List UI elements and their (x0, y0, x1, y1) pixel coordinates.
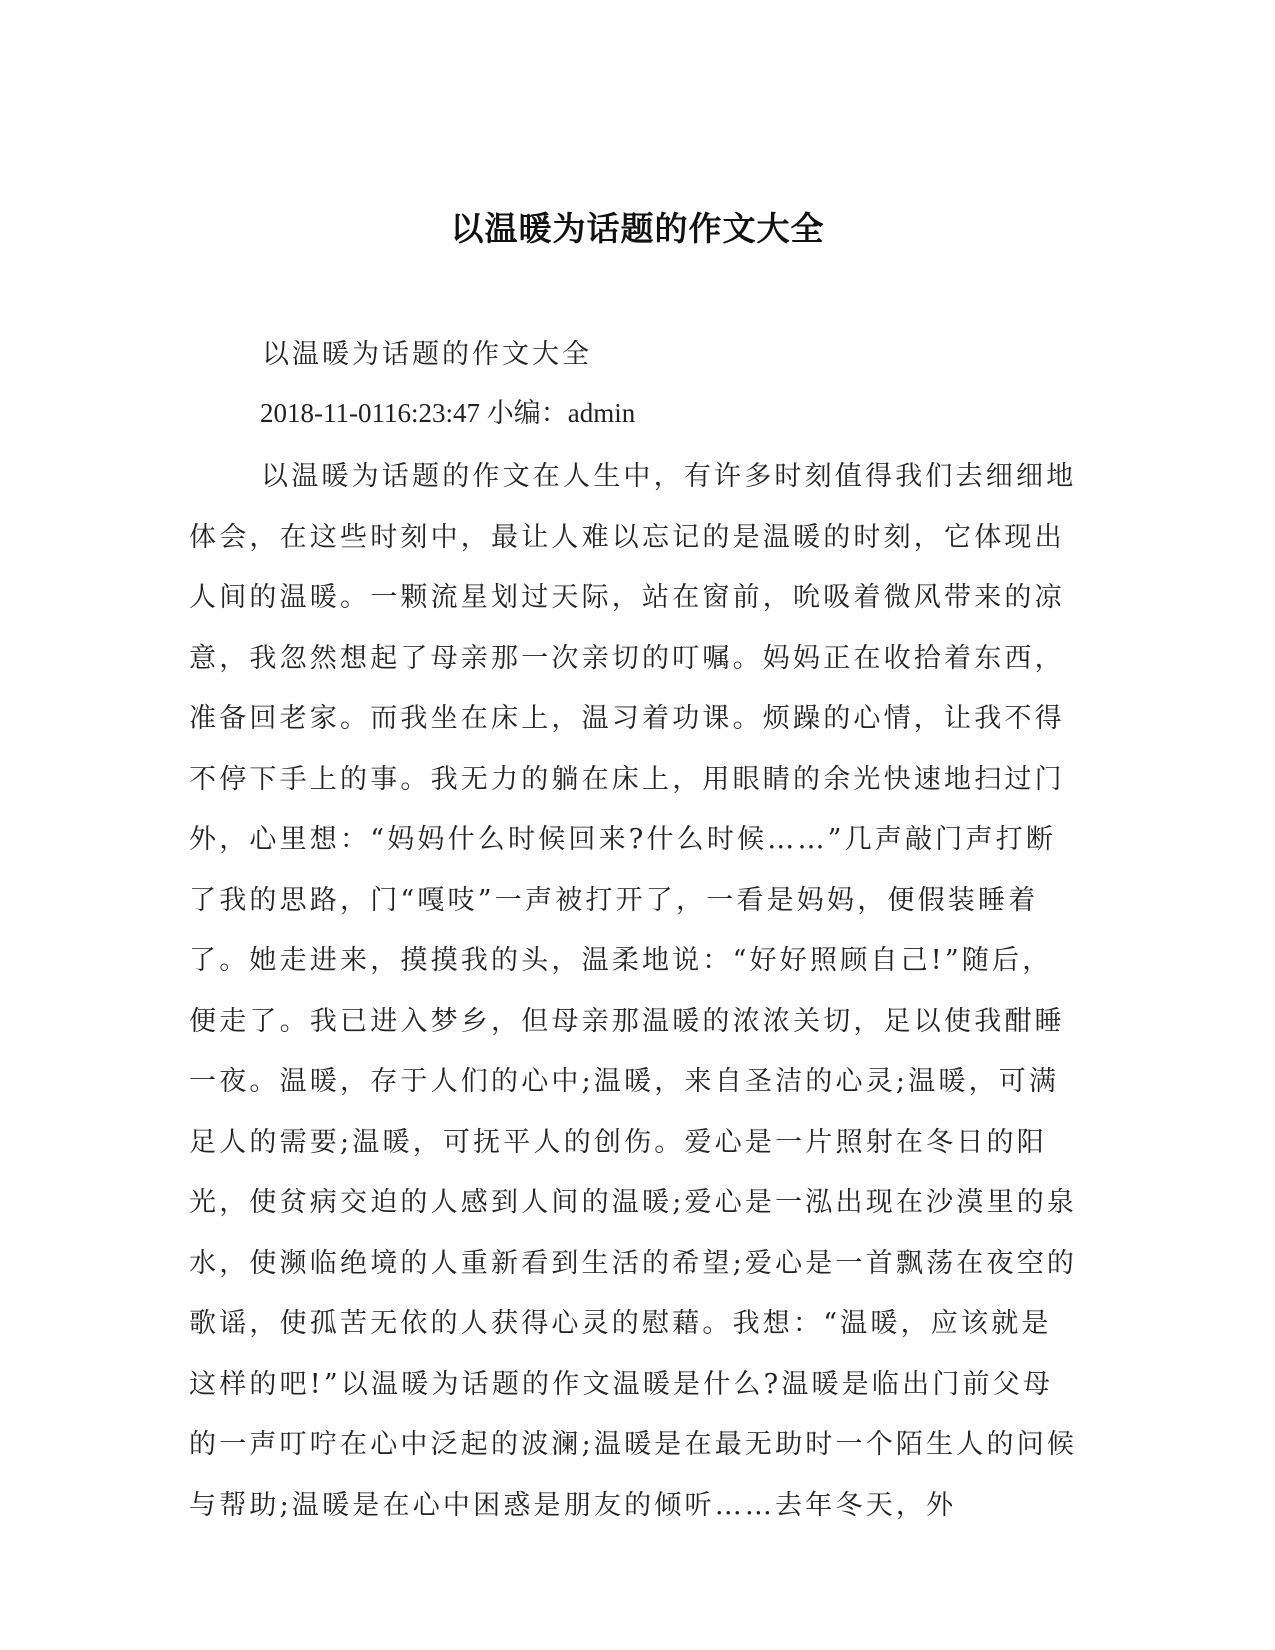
article-meta: 2018-11-0116:23:47 小编：admin (260, 398, 636, 428)
article-subtitle: 以温暖为话题的作文大全 (262, 339, 592, 370)
article-paragraph: 以温暖为话题的作文在人生中，有许多时刻值得我们去细细地体会，在这些时刻中，最让人难以忘记的是温暖的时刻，它体现出人间的温暖。一颗流星划过天际，站在窗前，吮吸着微风带来的凉意，我忽然想起了母亲那一次亲切的叮嘱。妈妈正在收拾着东西，准备回老家。而我坐在床上，温习着功课。烦躁的心情，让我不得不停下手上的事。我无力的躺在床上，用眼睛的余光快速地扫过门外，心里想：“妈妈什么时候回来?什么时候……”几声敲门声打断了我的思路，门“嘎吱”一声被打开了，一看是妈妈，便假装睡着了。她走进来，摸摸我的头，温柔地说：“好好照顾自己!”随后，便走了。我已进入梦乡，但母亲那温暖的浓浓关切，足以使我酣睡一夜。温暖，存于人们的心中;温暖，来自圣洁的心灵;温暖，可满足人的需要;温暖，可抚平人的创伤。爱心是一片照射在冬日的阳光，使贫病交迫的人感到人间的温暖;爱心是一泓出现在沙漠里的泉水，使濒临绝境的人重新看到生活的希望;爱心是一首飘荡在夜空的歌谣，使孤苦无依的人获得心灵的慰藉。我想：“温暖，应该就是这样的吧!”以温暖为话题的作文温暖是什么?温暖是临出门前父母的一声叮咛在心中泛起的波澜;温暖是在最无助时一个陌生人的问候与帮助;温暖是在心中困惑是朋友的倾听……去年冬天，外 (189, 461, 1078, 1521)
document-title: 以温暖为话题的作文大全 (450, 209, 825, 248)
